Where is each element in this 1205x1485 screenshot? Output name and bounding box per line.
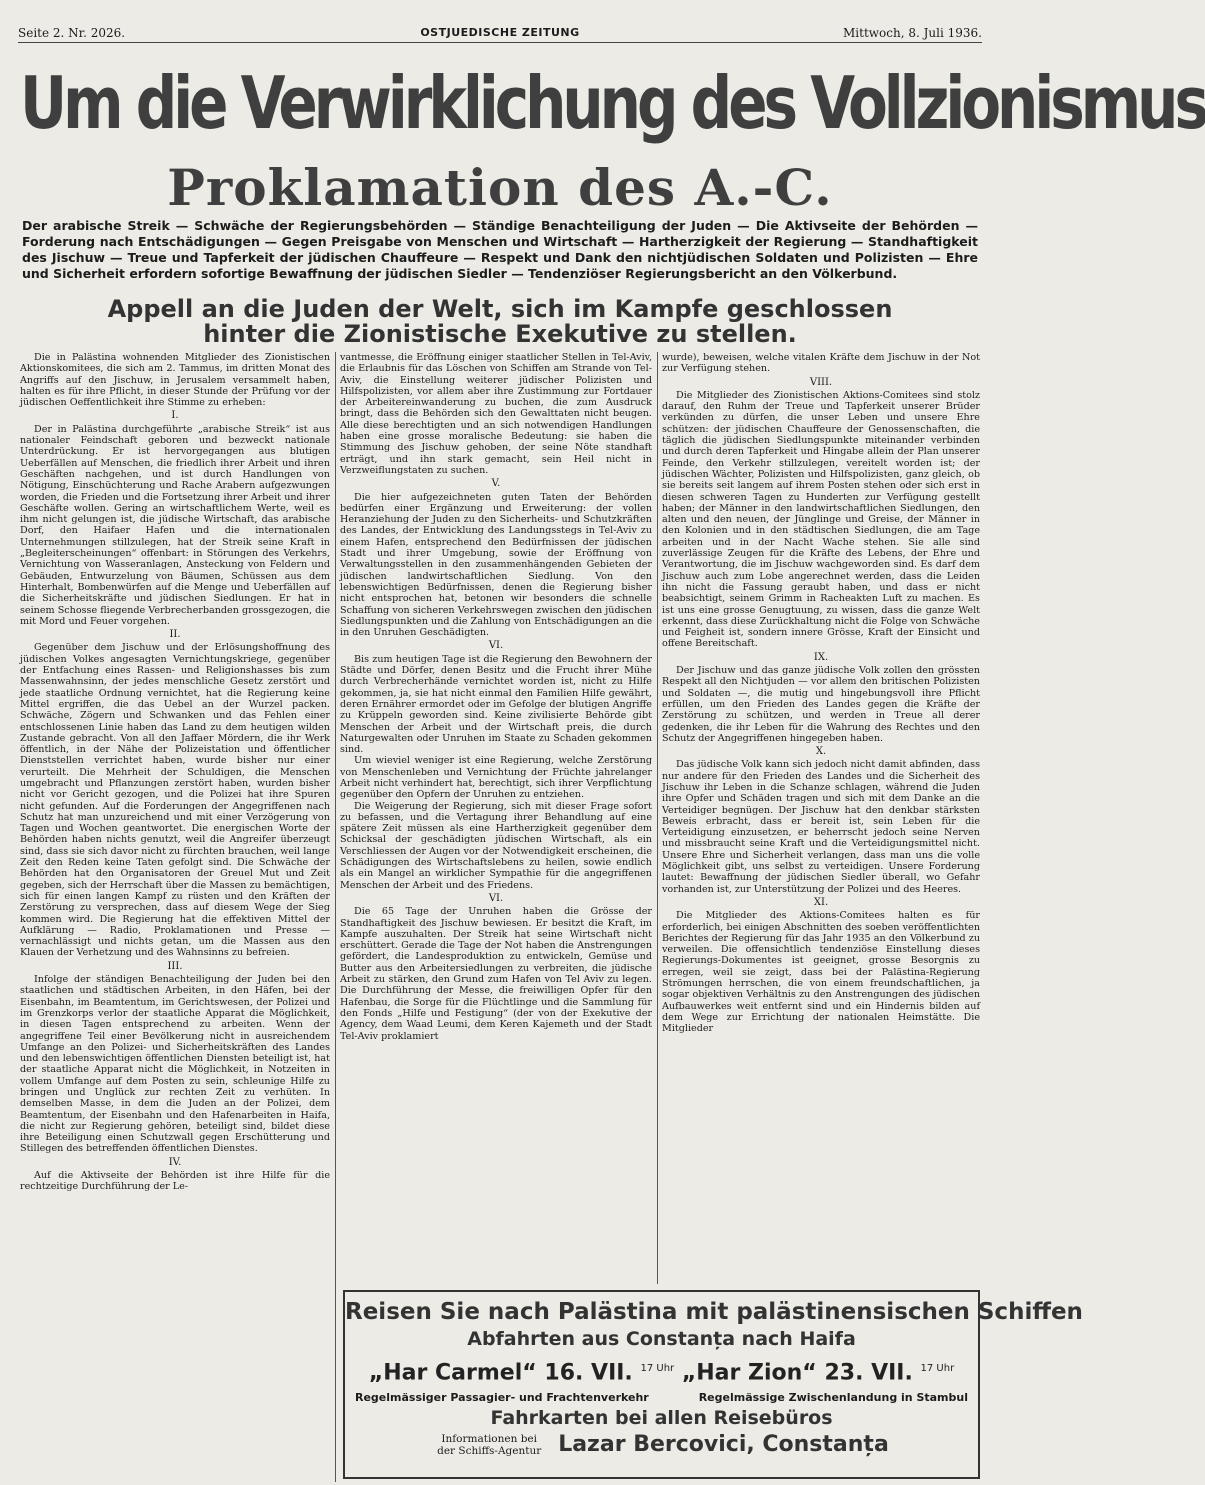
paragraph: Gegenüber dem Jischuw und der Erlösungshoffnung des jüdischen Volkes angesagten Vernichtungskriege, gegenüber der Entfachung eines Rassen- und Religionshasses bis zum Massenwahnsinn, der jedes menschliche Gesetz zerstört und jede staatliche Ordnung vernichtet, hat die Regierung keine Mittel ergriffen, die das Uebel an der Wurzel packen. Schwäche, Zögern und Schwanken und das Fehlen einer entschlossenen Linie haben das Land zu dem heutigen wilden Zustande gebracht. Von all den Jaffaer Mördern, die ihr Werk öffentlich, in der Nähe der Polizeistation und öffentlicher Dienststellen verrichtet haben, wurde bisher nur einer verurteilt. Die Mehrheit der Schuldigen, die Menschen umgebracht und Pflanzungen zerstört haben, wurden bisher nicht vor Gericht gezogen, und die Polizei hat ihre Spuren nicht gefunden. Auf die Forderungen der Angegriffenen nach Schutz hat man unzureichend und mit einer Verzögerung von Tagen und Wochen geantwortet. Die energischen Worte der Behörden haben nichts genutzt, weil die Angreifer überzeugt sind, dass sie sich davor nicht zu fürchten brauchen, weil lange Zeit den Reden keine Taten gefolgt sind. Die Schwäche der Behörden hat den Organisatoren der Greuel Mut und Zeit gegeben, sich der Herrschaft über die Massen zu bemächtigen, sich für einen langen Kampf zu rüsten und den Kräften der Zerstörung zu versprechen, dass auf diesem Wege der Sieg kommen wird. Die Regierung hat die effektiven Mittel der Aufklärung — Radio, Proklamationen und Presse — vernachlässigt und nichts getan, um die Massen aus den Klauen der Verhetzung und des Wahnsinns zu befreien.	[20, 642, 330, 959]
paragraph: Die Mitglieder des Zionistischen Aktions-Comitees sind stolz darauf, den Ruhm der Treue und Tapferkeit unserer Brüder verkünden zu dürfen, die unser Leben und unsere Ehre schützen: der jüdischen Chauffeure der Genossenschaften, die täglich die jüdischen Siedlungspunkte miteinander verbinden und durch deren Tapferkeit und Hingabe allein der Plan unserer Feinde, den Verkehr stillzulegen, vereitelt worden ist; der jüdischen Wächter, Polizisten und Hilfspolizisten, ganz gleich, ob sie bereits seit langem auf ihrem Posten stehen oder sich erst in diesen schweren Tagen zu Hunderten zur Verfügung gestellt haben; der Männer in den landwirtschaftlichen Siedlungen, den alten und den neuen, der Jünglinge und Greise, der Männer in den Kolonien und in den städtischen Siedlungen, die am Tage arbeiten und in der Nacht Wache stehen. Sie alle sind zuverlässige Zeugen für die Kräfte des Lebens, der Ehre und Verantwortung, die im Jischuw wachgeworden sind. Es darf dem Jischuw auch zum Lobe angerechnet werden, dass die Leiden ihn nicht die Fassung geraubt haben, und dass er nicht beabsichtigt, seinem Grimm in Racheakten Luft zu machen. Es ist uns eine grosse Genugtuung, zu wissen, dass die ganze Welt erkennt, dass diese Zurückhaltung nicht die Folge von Schwäche und Feigheit ist, sondern innere Grösse, Kraft der Einsicht und offene Bereitschaft.	[662, 389, 980, 650]
paragraph: vantmesse, die Eröffnung einiger staatlicher Stellen in Tel-Aviv, die Erlaubnis für das Löschen von Schiffen am Strande von Tel-Aviv, die Einstellung weiterer jüdischer Polizisten und Hilfspolizisten, vor allem aber ihre Zustimmung zur Fortdauer der Arbeitereinwanderung zu buchen, die zum Ausdruck bringt, dass die Behörden sich den Gewalttaten nicht beugen. Alle diese berechtigten und an sich notwendigen Handlungen haben eine grosse moralische Bedeutung: sie haben die Stimmung des Jischuw gehoben, der seine Nöte standhaft erträgt, und ihn stark gemacht, sein Heil nicht in Verzweiflungstaten zu suchen.	[340, 352, 652, 476]
section-number: VI.	[488, 892, 504, 904]
ad-title: Reisen Sie nach Palästina mit palästinensischen Schiffen	[345, 1299, 1083, 1325]
ship-name-1: „Har Carmel“	[368, 1360, 537, 1386]
section-number: III.	[167, 960, 183, 972]
ad-info: Informationen bei der Schiffs-Agentur	[437, 1432, 542, 1457]
column-rule	[335, 352, 336, 1482]
masthead	[18, 26, 982, 43]
paragraph: Die Mitglieder des Aktions-Comitees halten es für erforderlich, bei einigen Abschnitten des soeben veröffentlichten Berichtes der Regierung für das Jahr 1935 an den Völkerbund zu verweilen. Die offensichtlich tendenziöse Einstellung dieses Regierungs-Dokumentes ist geeignet, grosse Besorgnis zu erregen, weil sie zeigt, dass bei der Palästina-Regierung Strömungen herrschen, die von einem freundschaftlichen, ja sogar objektiven Verhältnis zu den Anstrengungen des jüdischen Aufbauwerkes weit entfernt sind und ein Hindernis bilden auf dem Wege zur Errichtung der nationalen Heimstätte. Die Mitglieder	[662, 910, 980, 1035]
ship-date-2: 23. VII.	[824, 1360, 913, 1386]
ship-time-1: 17 Uhr	[640, 1363, 675, 1374]
page-number: Seite 2. Nr. 2026.	[18, 26, 126, 40]
article-column-1	[20, 352, 330, 1482]
ad-departures: Abfahrten aus Constanța nach Haifa	[467, 1328, 856, 1350]
shipping-advertisement	[343, 1290, 1083, 1479]
ad-note-right: Regelmässige Zwischenlandung in Stambul	[698, 1391, 968, 1405]
paragraph: Auf die Aktivseite der Behörden ist ihre Hilfe für die rechtzeitige Durchführung der Le-	[20, 1170, 330, 1193]
newspaper-name: OSTJUEDISCHE ZEITUNG	[420, 26, 580, 39]
paragraph: Bis zum heutigen Tage ist die Regierung den Bewohnern der Städte und Dörfer, denen Besitz und die Frucht ihrer Mühe durch Verbrecherhände vernichtet worden ist, nicht zu Hilfe gekommen, ja, sie hat nicht einmal den Familien Hilfe gewährt, deren Ernährer ermordet oder im Gefolge der blutigen Angriffe zu Krüppeln geworden sind. Keine zivilisierte Behörde gibt Menschen der Arbeit und der Wirtschaft preis, die durch Naturgewalten oder Unruhen im Staate zu Schaden gekommen sind.	[340, 653, 652, 756]
ad-ship-schedule	[345, 1352, 978, 1390]
column-rule	[657, 352, 658, 1284]
ship-name-2: „Har Zion“	[681, 1360, 817, 1386]
ad-notes	[345, 1390, 978, 1406]
summary-deck: Der arabische Streik — Schwäche der Regierungsbehörden — Ständige Benachteiligung der Juden — Die Aktivseite der Behörden — Forderung nach Entschädigungen — Gegen Preisgabe von Menschen und Wirtschaft — Hartherzigkeit der Regierung — Standhaftigkeit des Jischuw — Treue und Tapferkeit der jüdischen Chauffeure — Respekt und Dank den nichtjüdischen Soldaten und Polizisten — Ehre und Sicherheit erfordern sofortige Bewaffnung der jüdischen Siedler — Tendenziöser Regierungsbericht an den Völkerbund.	[22, 218, 978, 281]
section-number: IV.	[168, 1156, 182, 1168]
section-number: I.	[171, 410, 179, 422]
section-number: VI.	[488, 640, 504, 652]
ship-date-1: 16. VII.	[544, 1360, 633, 1386]
paragraph: wurde), beweisen, welche vitalen Kräfte dem Jischuw in der Not zur Verfügung stehen.	[662, 352, 980, 375]
paragraph: Das jüdische Volk kann sich jedoch nicht damit abfinden, dass nur andere für den Frieden des Landes und die Sicherheit des Jischuw ihr Leben in die Schanze schlagen, während die Juden ihre Opfer und Schäden tragen und sich mit dem Danke an die Verteidiger begnügen. Der Jischuw hat den denkbar stärksten Beweis erbracht, dass er bereit ist, sein Leben für die Verteidigung einzusetzen, er beherrscht jedoch seine Nerven und missbraucht seine Kraft und die Verteidigungsmittel nicht. Unsere Ehre und Sicherheit verlangen, dass man uns die volle Möglichkeit gibt, uns selbst zu verteidigen. Unsere Forderung lautet: Bewaffnung der jüdischen Siedler überall, wo Gefahr vorhanden ist, zur Unterstützung der Polizei und des Heeres.	[662, 759, 980, 895]
ad-tickets: Fahrkarten bei allen Reisebüros	[490, 1407, 833, 1430]
paragraph: Die Weigerung der Regierung, sich mit dieser Frage sofort zu befassen, und die Vertagung ihrer Behandlung auf eine spätere Zeit müssen als eine Hartherzigkeit gegenüber dem Schicksal der geschädigten jüdischen Wirtschaft, als ein Verschliessen der Augen vor der Notwendigkeit erscheinen, die Schädigungen des Wirtschaftslebens zu heilen, sowie endlich als ein Mangel an wirklicher Sympathie für die angegriffenen Menschen der Arbeit und des Friedens.	[340, 800, 652, 891]
paragraph: Die 65 Tage der Unruhen haben die Grösse der Standhaftigkeit des Jischuw bewiesen. Er besitzt die Kraft, im Kampfe auszuhalten. Der Streik hat seine Wirtschaft nicht erschüttert. Gerade die Tage der Not haben die Anstrengungen gefördert, die Landesproduktion zu entwickeln, Gemüse und Butter aus den Arbeitersiedlungen zu verbreiten, die jüdische Arbeit zu stärken, den Grund zum Hafen von Tel Aviv zu legen. Die Durchführung der Messe, die freiwilligen Opfer für den Hafenbau, die Sorge für die Flüchtlinge und die Sammlung für den Fonds „Hilfe und Festigung“ (der von der Exekutive der Agency, dem Waad Leumi, dem Keren Kajemeth und der Stadt Tel-Aviv proklamiert	[340, 906, 652, 1042]
section-number: II.	[169, 629, 181, 641]
issue-date: Mittwoch, 8. Juli 1936.	[843, 26, 982, 40]
ad-agent: Lazar Bercovici, Constanța	[558, 1432, 889, 1458]
article-column-3	[662, 352, 980, 1284]
section-number: X.	[815, 746, 827, 758]
section-number: XI.	[813, 896, 829, 908]
subheadline: Proklamation des A.-C.	[167, 158, 833, 217]
ad-note-left: Regelmässiger Passagier- und Frachtenverkehr	[355, 1391, 649, 1405]
article-column-2	[340, 352, 652, 1284]
paragraph: Um wieviel weniger ist eine Regierung, welche Zerstörung von Menschenleben und Vernichtung der Früchte jahrelanger Arbeit nicht verhindert hat, berechtigt, sich ihrer Verpflichtung gegenüber den Opfern der Unruhen zu entziehen.	[340, 755, 652, 801]
appeal-line-1: Appell an die Juden der Welt, sich im Kampfe geschlossen	[107, 295, 893, 323]
section-number: V.	[491, 478, 501, 490]
section-number: IX.	[813, 651, 829, 663]
appeal-heading	[20, 297, 980, 349]
paragraph: Der in Palästina durchgeführte „arabische Streik“ ist aus nationaler Feindschaft geboren und bezweckt nationale Unterdrückung. Er ist hervorgegangen aus blutigen Ueberfällen auf Menschen, die friedlich ihrer Arbeit und ihren Geschäften nachgehen, und ist durch Handlungen von Nötigung, Einschüchterung und Rache Arabern aufgezwungen worden, die Frieden und die Fortsetzung ihrer Arbeit und ihrer Geschäfte wollen. Gering an wirtschaftlichem Werte, weil es ihm nicht gelungen ist, die jüdische Wirtschaft, das arabische Dorf, den Haifaer Hafen und die internationalen Unternehmungen stillzulegen, hat der Streik seine Kraft in „Begleiterscheinungen“ offenbart: in Störungen des Verkehrs, Vernichtung von Wasseranlagen, Ansteckung von Feldern und Gebäuden, Entwurzelung von Bäumen, Schüssen aus dem Hinterhalt, Bombenwürfen auf die Menge und Ueberfällen auf die Sicherheitskräfte und jüdischen Siedlungen. Er hat in seinem Schosse fliegende Verbrecherbanden grossgezogen, die mit Mord und Feuer vorgehen.	[20, 423, 330, 627]
ad-contact	[345, 1432, 978, 1457]
section-number: VIII.	[809, 376, 833, 388]
ship-time-2: 17 Uhr	[920, 1363, 955, 1374]
paragraph: Die in Palästina wohnenden Mitglieder des Zionistischen Aktionskomitees, die sich am 2. Tammus, im dritten Monat des Angriffs auf den Jischuw, in Jerusalem versammelt haben, halten es für ihre Pflicht, in dieser Stunde der Prüfung vor der jüdischen Oeffentlichkeit ihre Stimme zu erheben:	[20, 352, 330, 409]
headline: Um die Verwirklichung des Vollzionismus	[20, 60, 1205, 146]
paragraph: Die hier aufgezeichneten guten Taten der Behörden bedürfen einer Ergänzung und Erweiterung: der vollen Heranziehung der Juden zu den Sicherheits- und Schutzkräften des Landes, der Entwicklung des Landungsstegs in Tel-Aviv zu einem Hafen, entsprechend den Bedürfnissen der jüdischen Stadt und ihrer Umgebung, sowie der Eröffnung von Verwaltungsstellen in den zusammenhängenden Gebieten der jüdischen landwirtschaftlichen Siedlung. Von den lebenswichtigen Bedürfnissen, denen die Regierung bisher nicht entsprochen hat, betonen wir besonders die schnelle Schaffung von sicheren Verkehrswegen zwischen den jüdischen Siedlungspunkten und die Zahlung von Entschädigungen an die in den Unruhen Geschädigten.	[340, 491, 652, 639]
paragraph: Infolge der ständigen Benachteiligung der Juden bei den staatlichen und städtischen Arbeiten, in den Häfen, bei der Eisenbahn, im Beamtentum, im Gerichtswesen, der Polizei und im Grenzkorps verlor der staatliche Apparat die Möglichkeit, in diesen Tagen entsprechend zu arbeiten. Wenn der angegriffene Teil einer Bevölkerung nicht in ausreichendem Umfange an den Polizei- und Sicherheitskräften des Landes und den lebenswichtigen öffentlichen Diensten beteiligt ist, hat der staatliche Apparat nicht die Möglichkeit, in Notzeiten in vollem Umfange auf dem Posten zu sein, schleunige Hilfe zu bringen und Unglück zur rechten Zeit zu verhüten. In demselben Masse, in dem die Juden an der Polizei, dem Beamtentum, der Eisenbahn und den Hafenarbeiten in Haifa, die nicht zur Regierung gehören, beteiligt sind, bildet diese ihre Beteiligung einen Schutzwall gegen Erschütterung und Stillegen des betreffenden öffentlichen Dienstes.	[20, 974, 330, 1155]
paragraph: Der Jischuw und das ganze jüdische Volk zollen den grössten Respekt all den Nichtjuden — vor allem den britischen Polizisten und Soldaten —, die mutig und hingebungsvoll ihre Pflicht erfüllen, um den Frieden des Landes gegen die Kräfte der Zerstörung zu schützen, und werden in Treue all derer gedenken, die ihr Leben für die Wahrung des Rechtes und den Schutz der Angegriffenen hingegeben haben.	[662, 665, 980, 744]
appeal-line-2: hinter die Zionistische Exekutive zu stellen.	[203, 320, 797, 348]
